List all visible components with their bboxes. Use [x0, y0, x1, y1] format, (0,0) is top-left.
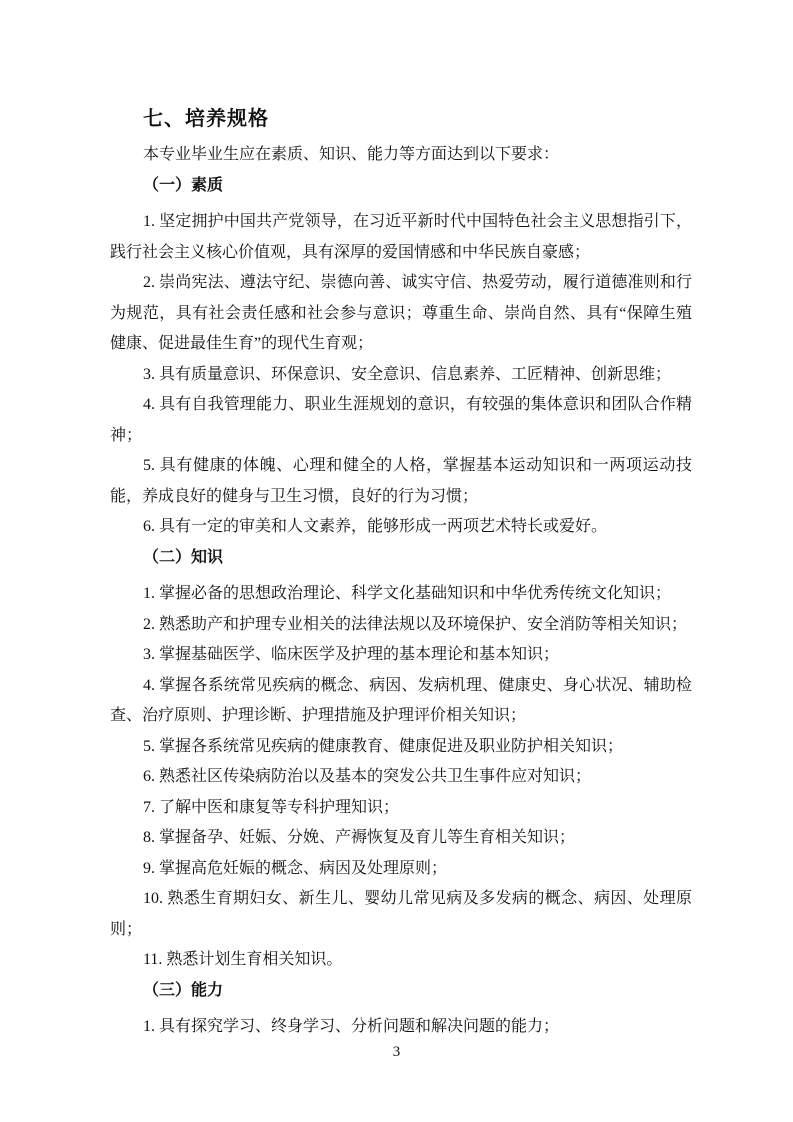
quality-item: 3. 具有质量意识、环保意识、安全意识、信息素养、工匠精神、创新思维；	[143, 365, 672, 383]
knowledge-item: 5. 掌握各系统常见疾病的健康教育、健康促进及职业防护相关知识；	[143, 737, 624, 755]
quality-item: 2. 崇尚宪法、遵法守纪、崇德向善、诚实守信、热爱劳动，履行道德准则和行为规范，具有社会责任感和社会参与意识；尊重生命、崇尚自然、具有“保障生殖健康、促进最佳生育”的现代生育观；	[110, 274, 692, 352]
knowledge-item: 4. 掌握各系统常见疾病的概念、病因、发病机理、健康史、身心状况、辅助检查、治疗原则、护理诊断、护理措施及护理评价相关知识；	[110, 676, 692, 724]
document-content	[110, 104, 692, 1043]
quality-item: 4. 具有自我管理能力、职业生涯规划的意识，有较强的集体意识和团队合作精神；	[110, 396, 692, 444]
page-number: 3	[392, 1044, 401, 1060]
knowledge-item: 8. 掌握备孕、妊娠、分娩、产褥恢复及育儿等生育相关知识；	[143, 829, 576, 846]
chapter-heading: 七、培养规格	[143, 108, 269, 130]
section-title-quality: （一）素质	[143, 176, 224, 194]
knowledge-item: 10. 熟悉生育期妇女、新生儿、婴幼儿常见病及多发病的概念、病因、处理原则；	[110, 890, 692, 938]
section-title-knowledge: （二）知识	[143, 548, 224, 566]
quality-item: 1. 坚定拥护中国共产党领导，在习近平新时代中国特色社会主义思想指引下，践行社会主义核心价值观，具有深厚的爱国情感和中华民族自豪感；	[110, 213, 692, 261]
knowledge-item: 1. 掌握必备的思想政治理论、科学文化基础知识和中华优秀传统文化知识；	[143, 585, 672, 602]
knowledge-item: 7. 了解中医和康复等专科护理知识；	[143, 798, 400, 816]
quality-item: 6. 具有一定的审美和人文素养，能够形成一两项艺术特长或爱好。	[143, 518, 608, 535]
knowledge-item: 3. 掌握基础医学、临床医学及护理的基本理论和基本知识；	[143, 646, 560, 663]
intro-text: 本专业毕业生应在素质、知识、能力等方面达到以下要求：	[143, 146, 560, 163]
ability-item: 1. 具有探究学习、终身学习、分析问题和解决问题的能力；	[143, 1018, 560, 1035]
knowledge-item: 6. 熟悉社区传染病防治以及基本的突发公共卫生事件应对知识；	[143, 768, 592, 785]
section-title-ability: （三）能力	[143, 981, 224, 999]
quality-item: 5. 具有健康的体魄、心理和健全的人格，掌握基本运动知识和一两项运动技能，养成良好的健身与卫生习惯，良好的行为习惯；	[110, 457, 692, 505]
knowledge-item: 2. 熟悉助产和护理专业相关的法律法规以及环境保护、安全消防等相关知识；	[143, 615, 688, 633]
knowledge-item: 9. 掌握高危妊娠的概念、病因及处理原则；	[143, 859, 448, 877]
knowledge-item: 11. 熟悉计划生育相关知识。	[143, 951, 343, 968]
